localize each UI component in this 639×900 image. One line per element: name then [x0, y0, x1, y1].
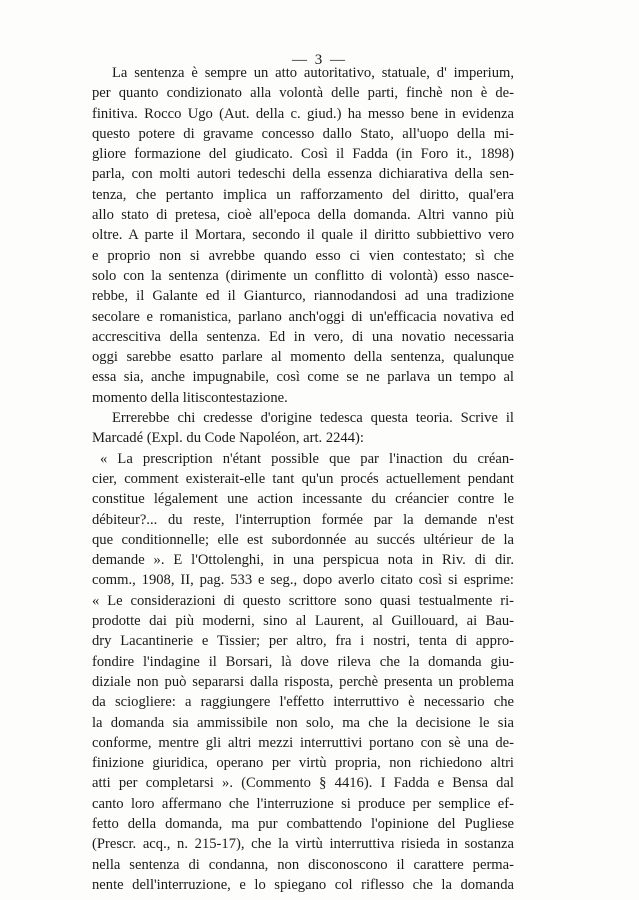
- text-line: cier, comment existerait-elle tant qu'un procés actuellement pendant: [92, 470, 514, 487]
- text-line: finizione giuridica, operano per virtù propria, non richiedono altri: [92, 755, 514, 772]
- text-line: dry Lacantinerie e Tissier; per altro, fra i nostri, tenta di appro-: [92, 633, 514, 650]
- text-line: débiteur?... du reste, l'interruption formée par la demande n'est: [92, 511, 514, 528]
- text-line: questo potere di gravame concesso dallo Stato, all'uopo della mi-: [92, 125, 514, 142]
- text-line: oggi sarebbe esatto parlare al momento della sentenza, qualunque: [92, 349, 514, 366]
- text-line: diziale non può separarsi dalla risposta, perchè presenta un problema: [92, 673, 514, 690]
- text-line: La sentenza è sempre un atto autoritativo, statuale, d' imperium,: [112, 65, 514, 81]
- text-line: prodotte dai più moderni, sino al Laurent, al Guillouard, ai Bau-: [92, 613, 514, 630]
- text-line: comm., 1908, II, pag. 533 e seg., dopo averlo citato così si esprime:: [92, 572, 514, 589]
- text-line: canto loro affermano che l'interruzione si produce per semplice ef-: [92, 795, 514, 812]
- text-line: atti per completarsi ». (Commento § 4416). I Fadda e Bensa dal: [92, 775, 514, 792]
- text-line: allo stato di pretesa, cioè all'epoca della domanda. Altri vanno più: [92, 207, 514, 224]
- text-line: da sciogliere: a raggiungere l'effetto interruttivo è necessario che: [92, 694, 514, 711]
- text-line: rebbe, il Galante ed il Gianturco, riannodandosi ad una tradizione: [92, 288, 514, 305]
- text-line: solo con la sentenza (dirimente un conflitto di volontà) esso nasce-: [92, 267, 514, 284]
- text-line: momento della litiscontestazione.: [92, 389, 288, 406]
- text-line: accrescitiva della sentenza. Ed in vero, di una novatio necessaria: [92, 328, 514, 345]
- text-line: la domanda sia ammissibile non solo, ma che la decisione le sia: [92, 714, 514, 731]
- text-line: « Le considerazioni di questo scrittore sono quasi testualmente ri-: [92, 592, 514, 609]
- text-line: fetto della domanda, ma pur combattendo l'opinione del Pugliese: [92, 815, 514, 832]
- body-text: [92, 63, 514, 895]
- text-line: essa sia, anche impugnabile, così come se ne parlava un tempo al: [92, 369, 514, 386]
- text-line: per quanto condizionato alla volontà delle parti, finchè non è de-: [92, 85, 514, 102]
- text-line: « La prescription n'étant possible que par l'inaction du créan-: [100, 450, 514, 467]
- text-line: parla, con molti autori tedeschi della essenza dichiarativa della sen-: [92, 166, 514, 183]
- text-line: constitue légalement une action incessante du créancier contre le: [92, 491, 514, 508]
- text-line: secolare e romanistica, parlano anch'oggi di un'efficacia novativa ed: [92, 308, 514, 325]
- text-line: finitiva. Rocco Ugo (Aut. della c. giud.) ha messo bene in evidenza: [92, 105, 514, 122]
- text-line: Marcadé (Expl. du Code Napoléon, art. 2244):: [92, 430, 364, 447]
- text-line: que conditionnelle; elle est subordonnée au succés ultérieur de la: [92, 531, 514, 548]
- text-line: e proprio non si avrebbe quando esso ci vien contestato; sì che: [92, 247, 514, 264]
- text-line: (Prescr. acq., n. 215-17), che la virtù interruttiva risieda in sostanza: [92, 836, 514, 853]
- text-line: Errerebbe chi credesse d'origine tedesca questa teoria. Scrive il: [112, 410, 514, 427]
- text-line: oltre. A parte il Mortara, secondo il quale il diritto subbiettivo vero: [92, 227, 514, 244]
- text-line: fondire l'indagine il Borsari, là dove rileva che la domanda giu-: [92, 653, 514, 670]
- text-line: nente dell'interruzione, e lo spiegano col riflesso che la domanda: [92, 876, 514, 893]
- page-number: — 3 —: [292, 52, 347, 68]
- text-line: nella sentenza di condanna, non disconoscono il carattere perma-: [92, 856, 514, 873]
- text-line: gliore formazione del giudicato. Così il Fadda (in Foro it., 1898): [92, 146, 514, 163]
- text-line: conforme, mentre gli altri mezzi interruttivi portano con sè una de-: [92, 734, 514, 751]
- text-line: tenza, che pertanto implica un rafforzamento del diritto, qual'era: [92, 186, 514, 203]
- text-line: demande ». E l'Ottolenghi, in una perspicua nota in Riv. di dir.: [92, 552, 514, 569]
